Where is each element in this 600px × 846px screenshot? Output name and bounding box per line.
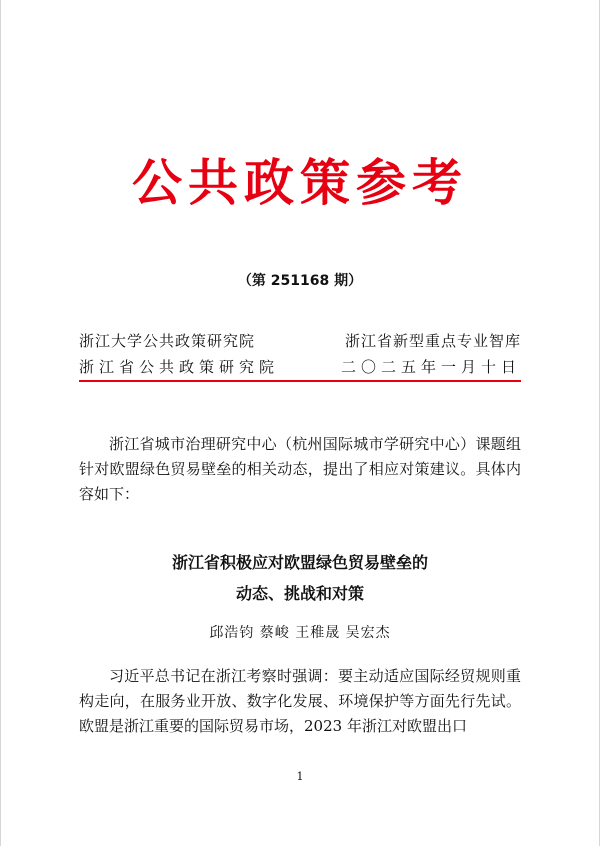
publisher-row-2 — [79, 354, 521, 380]
issue-date: 二〇二五年一月十日 — [340, 358, 521, 376]
publisher-left-1: 浙江大学公共政策研究院 — [79, 332, 256, 350]
issue-number: （第 251168 期） — [237, 273, 363, 289]
publisher-block — [79, 328, 521, 380]
intro-paragraph: 浙江省城市治理研究中心（杭州国际城市学研究中心）课题组针对欧盟绿色贸易壁垒的相关动态，提出了相应对策建议。具体内容如下： — [79, 435, 521, 503]
article-title-line-2: 动态、挑战和对策 — [235, 584, 364, 603]
publisher-row-1 — [79, 328, 521, 354]
article-authors: 邱浩钧 蔡峻 王稚晟 吴宏杰 — [209, 625, 391, 641]
masthead-title: 公共政策参考 — [132, 154, 468, 212]
page-number: 1 — [296, 770, 304, 783]
article-title-line-1: 浙江省积极应对欧盟绿色贸易壁垒的 — [171, 553, 428, 572]
body-paragraph-1: 习近平总书记在浙江考察时强调：要主动适应国际经贸规则重构走向，在服务业开放、数字化发展、环境保护等方面先行先试。欧盟是浙江重要的国际贸易市场，2023 年浙江对欧盟出口 — [79, 667, 521, 735]
publisher-left-2: 浙江省公共政策研究院 — [79, 358, 280, 376]
publisher-right-1: 浙江省新型重点专业智库 — [344, 332, 521, 350]
header-divider — [79, 380, 521, 382]
